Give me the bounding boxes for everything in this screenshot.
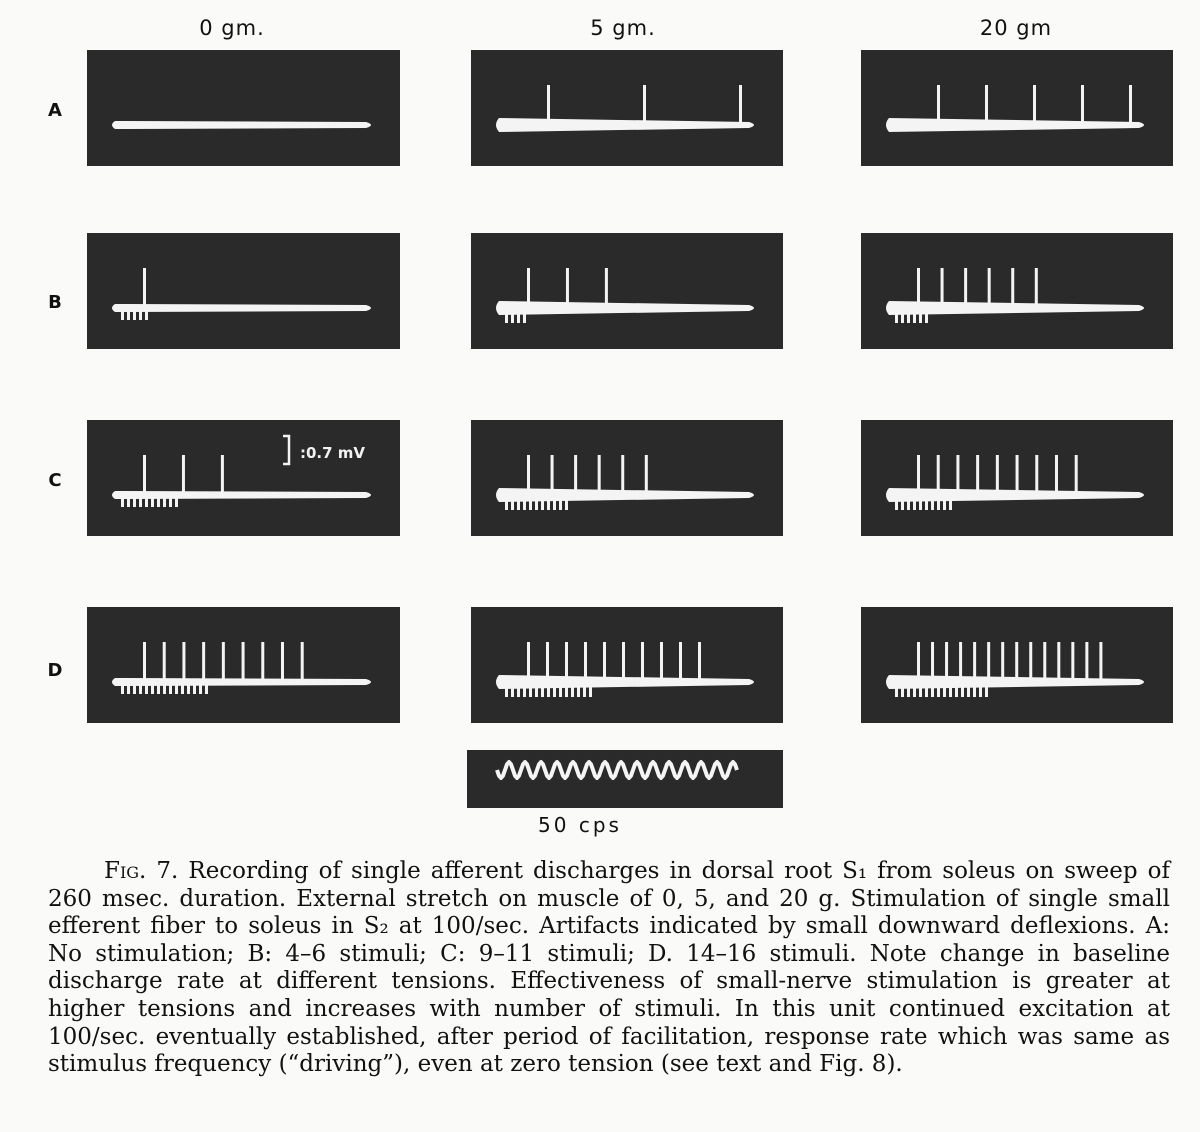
caption-text: Recording of single afferent discharges in dorsal root S₁ from soleus on sweep of 260 msec. duration. External stretch on muscle of 0, 5, and 20 g. Stimulation of single small efferent fiber to soleus in S₂ at 100/sec. Artifacts indicated by small downward deflexions. A: No stimulation; B: 4–6 stimuli; C: 9–11 stimuli; D. 14–16 stimuli. Note change in baseline discharge rate at different tensions. Effectiveness of small-nerve stimulation is greater at higher tensions and increases with number of stimuli. In this unit continued excitation at 100/sec. eventually established, after period of facilitation, response rate which was same as stimulus frequency (“driving”), even at zero tension (see text and Fig. 8). [48,858,1171,1078]
row-label-c: C [48,470,62,491]
trace-svg [87,420,400,536]
spike-mark [976,455,979,495]
spike-mark [301,642,304,682]
artifact-mark [901,308,904,323]
artifact-mark [541,682,544,697]
artifact-mark [913,308,916,323]
trace-svg [861,233,1173,349]
artifact-mark [541,495,544,510]
artifact-mark [157,495,160,507]
artifact-mark [895,308,898,323]
row-label-d: D [47,660,63,681]
spike-mark [937,85,940,125]
row-label-b: B [48,292,62,313]
artifact-mark [901,495,904,510]
spike-mark [547,85,550,125]
spike-mark [679,642,682,682]
calibration-bracket [283,436,289,464]
column-label-5gm: 5 gm. [590,16,656,40]
spike-mark [917,455,920,495]
spike-mark [1081,85,1084,125]
artifact-mark [157,682,160,694]
column-label-20gm: 20 gm [979,16,1053,40]
artifact-mark [895,682,898,697]
spike-mark [143,642,146,682]
spike-mark [1033,85,1036,125]
artifact-mark [919,308,922,323]
artifact-mark [163,682,166,694]
spike-mark [143,268,146,308]
spike-mark [574,455,577,495]
spike-mark [527,455,530,495]
spike-mark [222,642,225,682]
spike-mark [739,85,742,125]
artifact-mark [505,495,508,510]
artifact-mark [979,682,982,697]
spike-mark [143,455,146,495]
artifact-mark [985,682,988,697]
trace-svg [861,50,1173,166]
artifact-mark [505,682,508,697]
artifact-mark [133,682,136,694]
trace-svg [87,233,400,349]
spike-mark [1029,642,1032,682]
figure-caption [48,858,1170,1079]
artifact-mark [139,682,142,694]
artifact-mark [907,308,910,323]
artifact-mark [907,682,910,697]
trace-panel-a-2 [861,50,1173,166]
artifact-mark [931,495,934,510]
spike-mark [551,455,554,495]
spike-mark [605,268,608,308]
spike-mark [1035,268,1038,308]
spike-mark [622,642,625,682]
spike-mark [643,85,646,125]
spike-mark [1001,642,1004,682]
artifact-mark [517,495,520,510]
artifact-mark [529,682,532,697]
spike-mark [546,642,549,682]
spike-mark [527,642,530,682]
trace-svg [87,50,400,166]
spike-mark [1055,455,1058,495]
spike-mark [182,455,185,495]
spike-mark [565,642,568,682]
spike-mark [1011,268,1014,308]
artifact-mark [919,495,922,510]
artifact-mark [949,495,952,510]
artifact-mark [511,308,514,323]
artifact-mark [925,308,928,323]
artifact-mark [511,495,514,510]
spike-mark [221,455,224,495]
artifact-mark [169,495,172,507]
artifact-mark [577,682,580,697]
spike-mark [945,642,948,682]
artifact-mark [937,495,940,510]
artifact-mark [943,495,946,510]
spike-mark [956,455,959,495]
trace-svg [861,420,1173,536]
trace-panel-c-0 [87,420,400,536]
spike-mark [1099,642,1102,682]
time-marker-wave [467,750,783,808]
baseline-trace [496,118,754,132]
artifact-mark [955,682,958,697]
artifact-mark [181,682,184,694]
spike-mark [527,268,530,308]
artifact-mark [523,682,526,697]
trace-panel-b-2 [861,233,1173,349]
artifact-mark [967,682,970,697]
spike-mark [1035,455,1038,495]
artifact-mark [913,495,916,510]
baseline-trace [886,675,1144,689]
baseline-trace [112,491,371,499]
artifact-mark [133,308,136,320]
trace-svg [87,607,400,723]
artifact-mark [199,682,202,694]
artifact-mark [559,682,562,697]
trace-panel-b-0 [87,233,400,349]
baseline-trace [886,118,1144,132]
spike-mark [941,268,944,308]
artifact-mark [187,682,190,694]
spike-mark [182,642,185,682]
trace-svg [471,50,783,166]
artifact-mark [175,682,178,694]
artifact-mark [547,682,550,697]
spike-mark [937,455,940,495]
artifact-mark [583,682,586,697]
spike-mark [959,642,962,682]
baseline-trace [886,488,1144,502]
artifact-mark [175,495,178,507]
artifact-mark [895,495,898,510]
artifact-mark [145,495,148,507]
artifact-mark [517,682,520,697]
artifact-mark [919,682,922,697]
artifact-mark [523,308,526,323]
time-marker-panel [467,750,783,808]
spike-mark [987,642,990,682]
artifact-mark [589,682,592,697]
spike-mark [584,642,587,682]
spike-mark [645,455,648,495]
artifact-mark [121,495,124,507]
spike-mark [973,642,976,682]
spike-mark [1015,642,1018,682]
baseline-trace [112,121,371,129]
spike-mark [1075,455,1078,495]
artifact-mark [127,495,130,507]
artifact-mark [565,682,568,697]
artifact-mark [571,682,574,697]
artifact-mark [925,682,928,697]
artifact-mark [949,682,952,697]
spike-mark [641,642,644,682]
artifact-mark [907,495,910,510]
spike-mark [163,642,166,682]
spike-mark [985,85,988,125]
artifact-mark [553,495,556,510]
artifact-mark [547,495,550,510]
row-label-a: A [48,100,62,121]
artifact-mark [925,495,928,510]
spike-mark [917,642,920,682]
spike-mark [1129,85,1132,125]
trace-panel-a-0 [87,50,400,166]
column-label-0gm: 0 gm. [199,16,265,40]
spike-mark [261,642,264,682]
artifact-mark [559,495,562,510]
spike-mark [1016,455,1019,495]
artifact-mark [151,682,154,694]
baseline-trace [112,304,371,312]
spike-mark [621,455,624,495]
calibration-label: :0.7 mV [300,444,366,462]
spike-mark [202,642,205,682]
artifact-mark [937,682,940,697]
baseline-trace [496,488,754,502]
artifact-mark [511,682,514,697]
trace-panel-c-1 [471,420,783,536]
artifact-mark [127,308,130,320]
artifact-mark [931,682,934,697]
artifact-mark [121,682,124,694]
spike-mark [1043,642,1046,682]
trace-panel-d-0 [87,607,400,723]
baseline-trace [886,301,1144,315]
artifact-mark [145,308,148,320]
trace-svg [471,607,783,723]
trace-svg [471,420,783,536]
artifact-mark [121,308,124,320]
trace-panel-d-1 [471,607,783,723]
artifact-mark [553,682,556,697]
artifact-mark [139,495,142,507]
spike-mark [996,455,999,495]
spike-mark [1085,642,1088,682]
artifact-mark [901,682,904,697]
spike-mark [1057,642,1060,682]
spike-mark [1071,642,1074,682]
artifact-mark [535,682,538,697]
artifact-mark [127,682,130,694]
trace-panel-b-1 [471,233,783,349]
trace-panel-d-2 [861,607,1173,723]
artifact-mark [169,682,172,694]
trace-svg [471,233,783,349]
artifact-mark [205,682,208,694]
trace-panel-c-2 [861,420,1173,536]
artifact-mark [943,682,946,697]
artifact-mark [193,682,196,694]
artifact-mark [505,308,508,323]
artifact-mark [139,308,142,320]
artifact-mark [517,308,520,323]
spike-mark [281,642,284,682]
spike-mark [242,642,245,682]
spike-mark [931,642,934,682]
spike-mark [988,268,991,308]
spike-mark [964,268,967,308]
spike-mark [603,642,606,682]
trace-svg [861,607,1173,723]
artifact-mark [145,682,148,694]
artifact-mark [133,495,136,507]
baseline-trace [496,301,754,315]
spike-mark [698,642,701,682]
spike-mark [917,268,920,308]
time-marker-label: 50 cps [538,813,622,837]
artifact-mark [565,495,568,510]
artifact-mark [523,495,526,510]
artifact-mark [961,682,964,697]
baseline-trace [112,678,371,686]
artifact-mark [973,682,976,697]
spike-mark [598,455,601,495]
artifact-mark [529,495,532,510]
artifact-mark [151,495,154,507]
spike-mark [660,642,663,682]
spike-mark [566,268,569,308]
artifact-mark [535,495,538,510]
artifact-mark [163,495,166,507]
artifact-mark [913,682,916,697]
trace-panel-a-1 [471,50,783,166]
figure-number: Fig. 7. [104,858,179,884]
